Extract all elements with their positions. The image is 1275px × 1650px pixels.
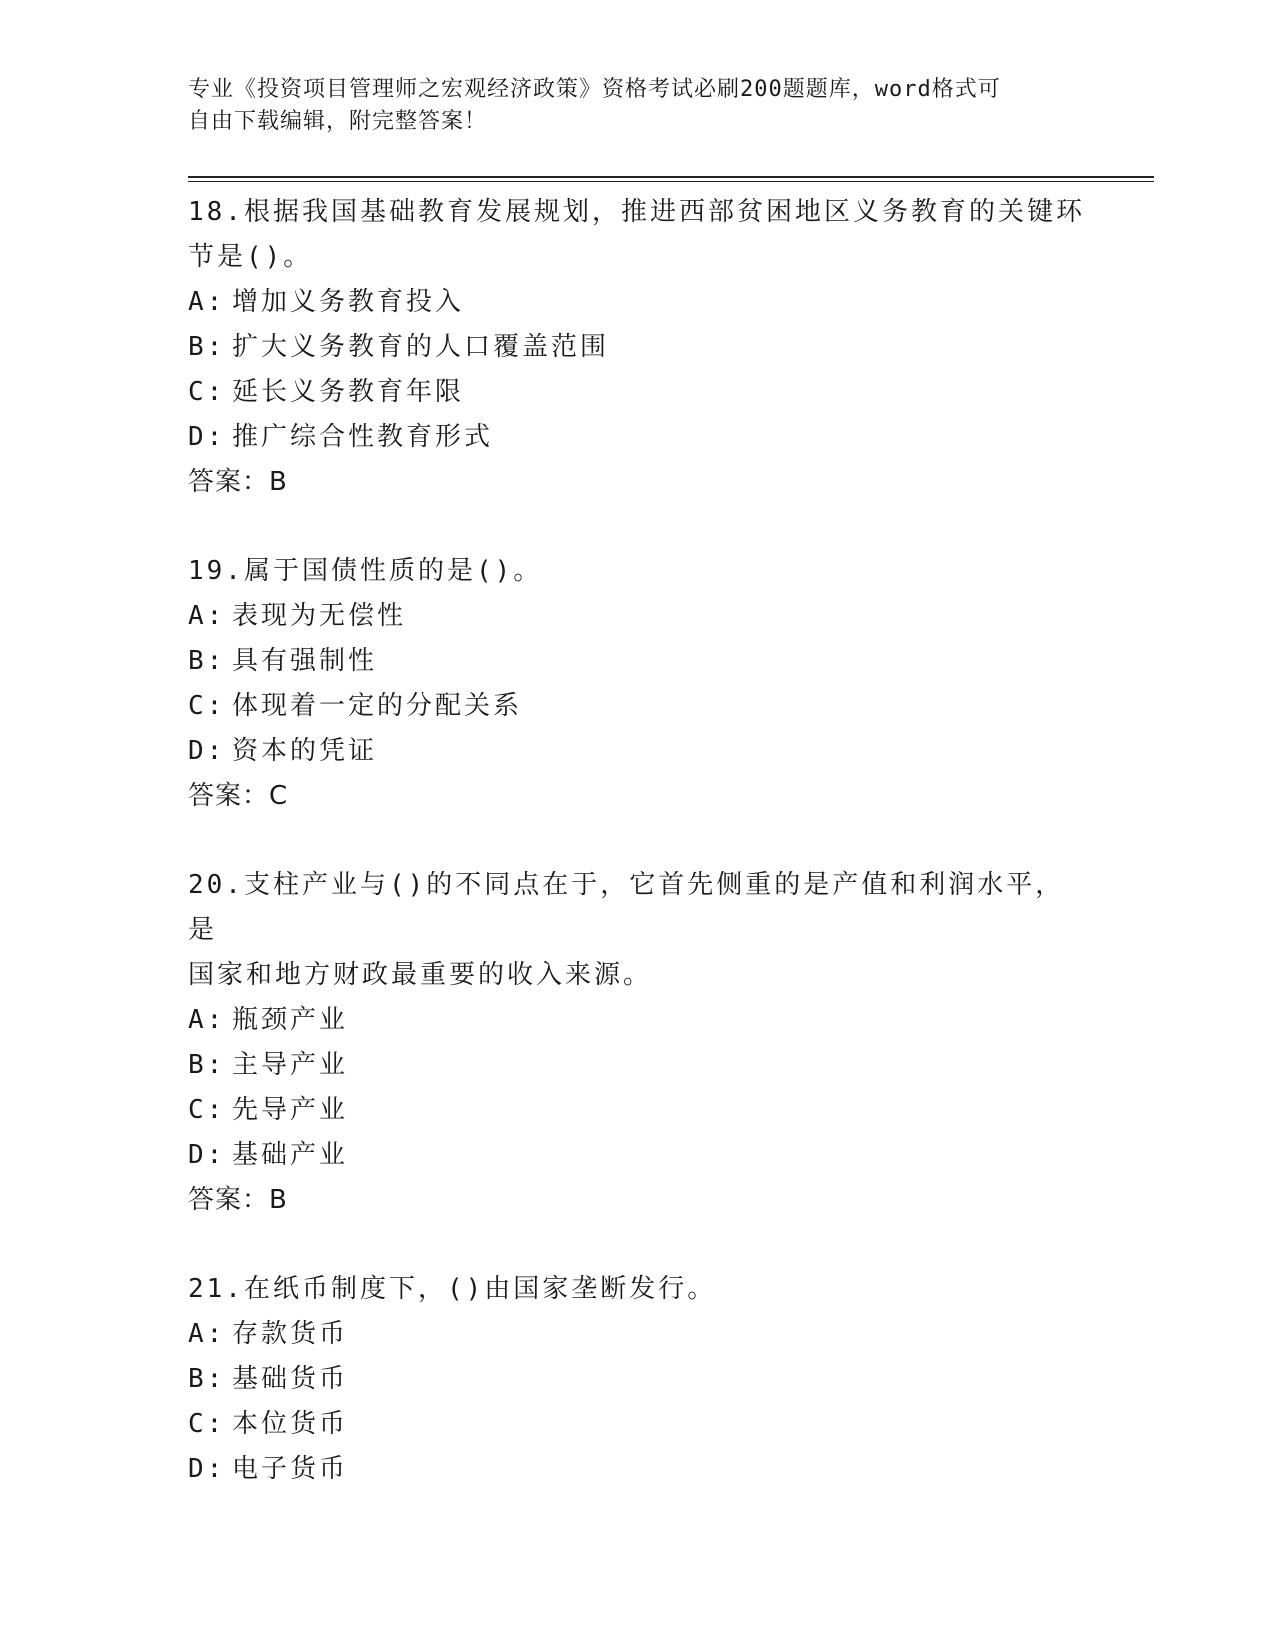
option-text: 增加义务教育投入: [232, 287, 465, 317]
question-21: [188, 1267, 1088, 1492]
stem-line-1: 21.在纸币制度下，()由国家垄断发行。: [188, 1274, 717, 1304]
option-key: D:: [188, 1140, 226, 1170]
option-a: [188, 1312, 1088, 1357]
option-d: [188, 415, 1088, 460]
option-key: B:: [188, 646, 226, 676]
option-b: [188, 639, 1088, 684]
option-key: C:: [188, 691, 226, 721]
answer: 答案：B: [188, 1185, 288, 1215]
option-a: [188, 594, 1088, 639]
question-20: [188, 863, 1088, 1223]
option-key: B:: [188, 332, 226, 362]
question-stem: [188, 549, 1088, 594]
option-key: D:: [188, 422, 226, 452]
option-key: B:: [188, 1050, 226, 1080]
option-text: 延长义务教育年限: [232, 377, 465, 407]
stem-line-1: 19.属于国债性质的是()。: [188, 556, 543, 586]
option-text: 资本的凭证: [232, 736, 378, 766]
option-key: A:: [188, 287, 226, 317]
option-key: C:: [188, 377, 226, 407]
option-d: [188, 1133, 1088, 1178]
option-text: 电子货币: [232, 1454, 349, 1484]
option-c: [188, 1402, 1088, 1447]
option-c: [188, 684, 1088, 729]
answer: 答案：B: [188, 467, 288, 497]
document-header: [188, 74, 1068, 138]
option-key: B:: [188, 1364, 226, 1394]
option-d: [188, 729, 1088, 774]
option-text: 推广综合性教育形式: [232, 422, 494, 452]
option-key: A:: [188, 1319, 226, 1349]
stem-line-1: 20.支柱产业与()的不同点在于，它首先侧重的是产值和利润水平，是: [188, 870, 1065, 945]
option-text: 先导产业: [232, 1095, 349, 1125]
option-text: 基础货币: [232, 1364, 349, 1394]
option-a: [188, 280, 1088, 325]
stem-line-2: 节是()。: [188, 242, 313, 272]
question-stem: [188, 190, 1088, 280]
question-19: [188, 549, 1088, 819]
option-text: 主导产业: [232, 1050, 349, 1080]
option-key: C:: [188, 1409, 226, 1439]
question-stem: [188, 1267, 1088, 1312]
option-key: A:: [188, 601, 226, 631]
question-list: [188, 190, 1088, 1536]
option-text: 瓶颈产业: [232, 1005, 349, 1035]
question-18: [188, 190, 1088, 505]
header-divider-thin: [188, 181, 1154, 182]
option-text: 具有强制性: [232, 646, 378, 676]
header-line-1: 专业《投资项目管理师之宏观经济政策》资格考试必刷200题题库，word格式可: [188, 77, 1001, 102]
option-text: 基础产业: [232, 1140, 349, 1170]
option-key: A:: [188, 1005, 226, 1035]
option-text: 存款货币: [232, 1319, 349, 1349]
stem-line-1: 18.根据我国基础教育发展规划，推进西部贫困地区义务教育的关键环: [188, 197, 1085, 227]
option-d: [188, 1447, 1088, 1492]
option-text: 本位货币: [232, 1409, 349, 1439]
header-line-2: 自由下载编辑，附完整答案！: [188, 109, 488, 134]
option-text: 表现为无偿性: [232, 601, 407, 631]
stem-line-2: 国家和地方财政最重要的收入来源。: [188, 960, 653, 990]
option-b: [188, 1043, 1088, 1088]
option-text: 扩大义务教育的人口覆盖范围: [232, 332, 610, 362]
question-stem: [188, 863, 1088, 998]
option-text: 体现着一定的分配关系: [232, 691, 523, 721]
option-key: D:: [188, 1454, 226, 1484]
option-a: [188, 998, 1088, 1043]
option-key: C:: [188, 1095, 226, 1125]
answer: 答案：C: [188, 781, 289, 811]
option-b: [188, 1357, 1088, 1402]
option-c: [188, 370, 1088, 415]
header-divider-thick: [188, 176, 1154, 178]
option-key: D:: [188, 736, 226, 766]
option-b: [188, 325, 1088, 370]
option-c: [188, 1088, 1088, 1133]
